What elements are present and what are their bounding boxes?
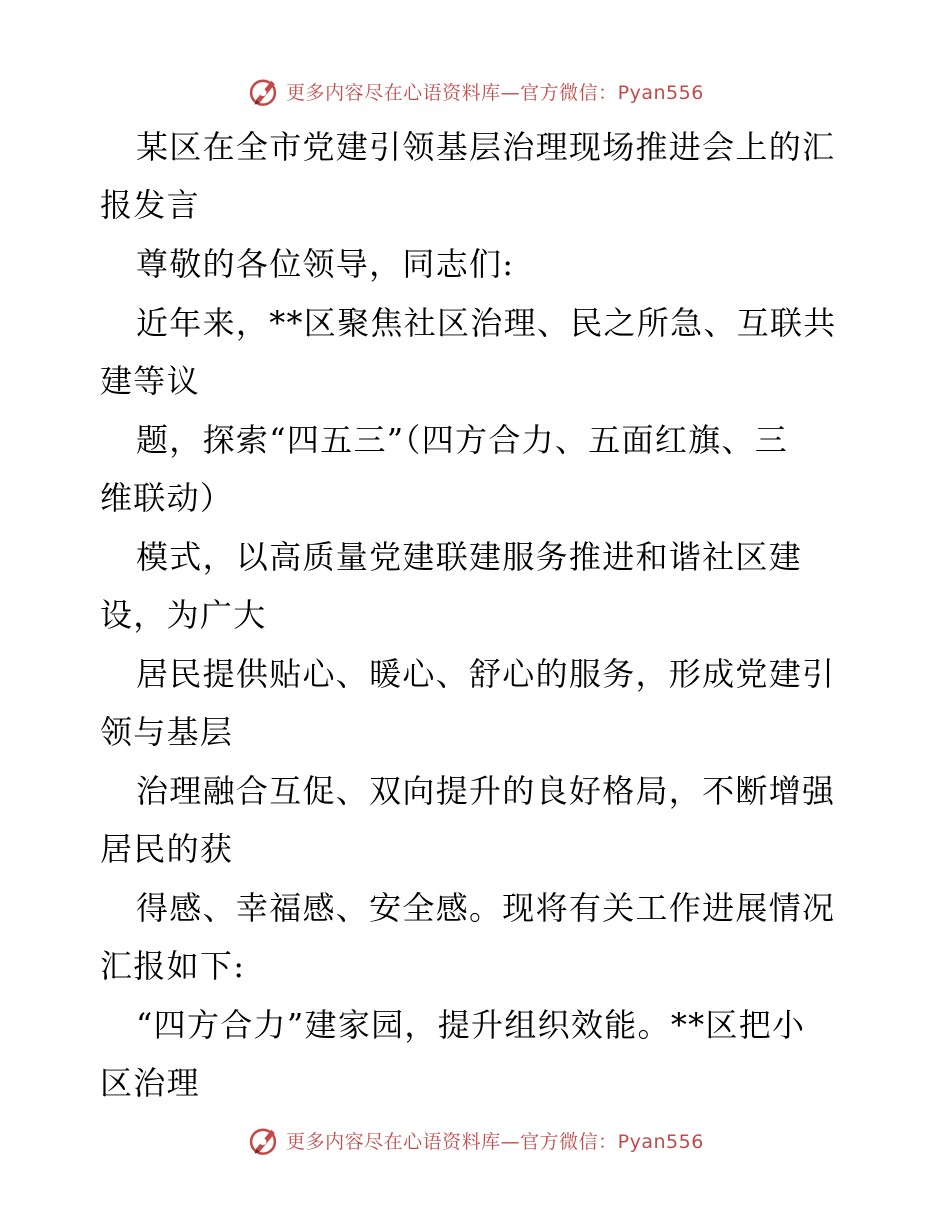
header-watermark bbox=[0, 71, 950, 111]
text-line: 报发言 bbox=[100, 186, 200, 224]
text-line: 治理融合互促、双向提升的良好格局，不断增强 bbox=[136, 772, 836, 810]
text-line: “四方合力”建家园，提升组织效能。**区把小 bbox=[136, 1006, 806, 1044]
pen-logo-icon bbox=[246, 1123, 280, 1157]
text-line: 维联动） bbox=[100, 479, 234, 517]
text-line: 居民的获 bbox=[100, 830, 234, 868]
salutation: 尊敬的各位领导，同志们: bbox=[136, 245, 515, 283]
watermark-text: 更多内容尽在心语资料库—官方微信：Pyan556 bbox=[286, 1130, 704, 1153]
footer-watermark bbox=[0, 1120, 950, 1160]
watermark-text: 更多内容尽在心语资料库—官方微信：Pyan556 bbox=[286, 81, 704, 104]
text-line: 模式，以高质量党建联建服务推进和谐社区建 bbox=[136, 538, 803, 576]
text-line: 近年来，**区聚焦社区治理、民之所急、互联共 bbox=[136, 304, 837, 342]
text-line: 建等议 bbox=[100, 362, 200, 400]
text-line: 题，探索“四五三”（四方合力、五面红旗、三 bbox=[136, 421, 789, 459]
text-line: 区治理 bbox=[100, 1064, 200, 1102]
text-line: 居民提供贴心、暖心、舒心的服务，形成党建引 bbox=[136, 655, 836, 693]
text-line: 汇报如下: bbox=[100, 947, 246, 985]
text-line: 得感、幸福感、安全感。现将有关工作进展情况 bbox=[136, 889, 836, 927]
pen-logo-icon bbox=[246, 74, 280, 108]
text-line: 设，为广大 bbox=[100, 596, 267, 634]
text-line: 领与基层 bbox=[100, 713, 234, 751]
text-line: 某区在全市党建引领基层治理现场推进会上的汇 bbox=[136, 128, 836, 166]
